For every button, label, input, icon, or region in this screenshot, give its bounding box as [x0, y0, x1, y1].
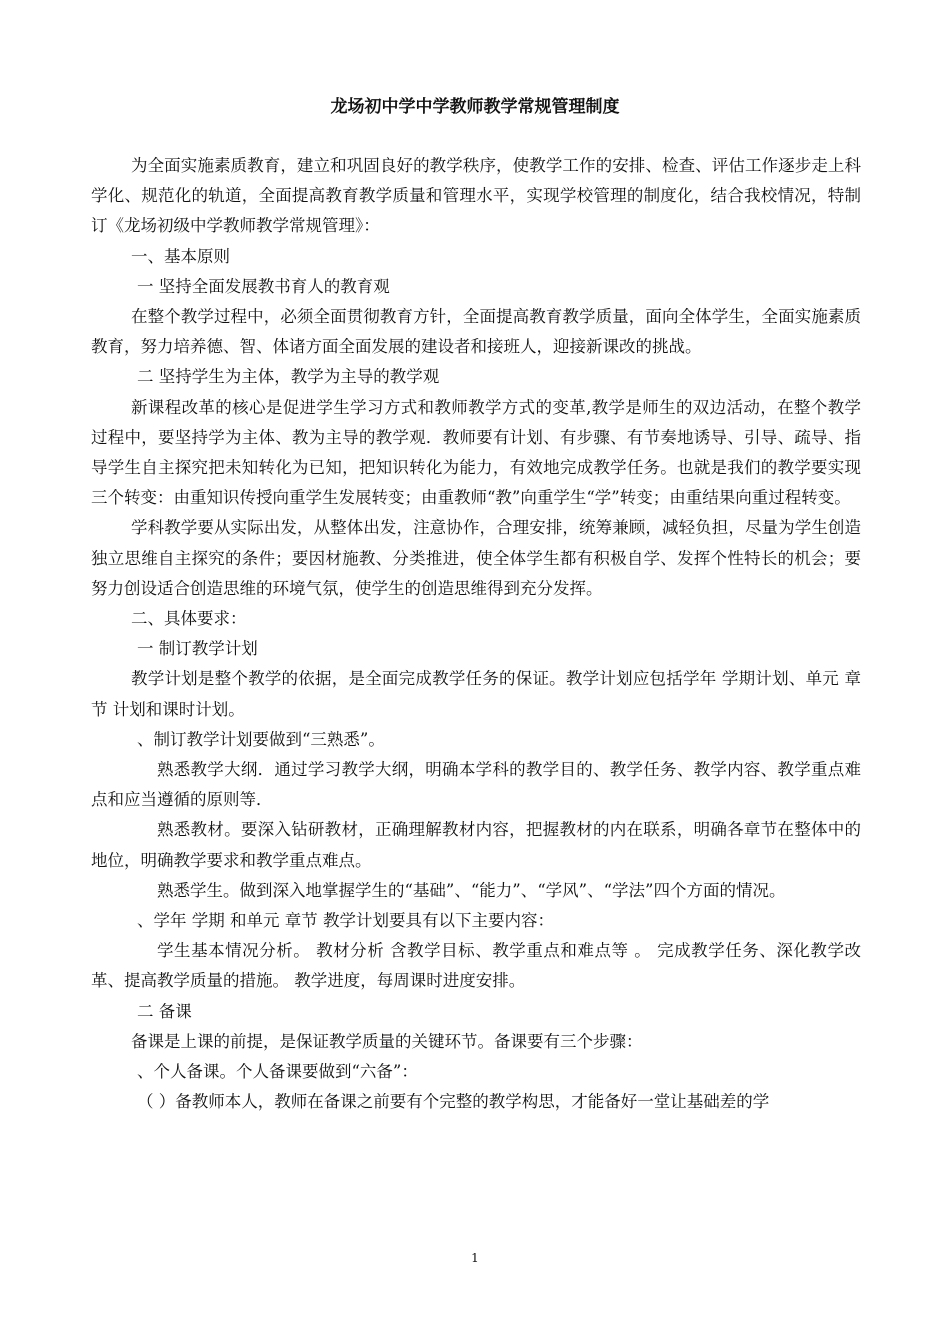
paragraph: 学科教学要从实际出发，从整体出发，注意协作，合理安排，统筹兼顾，减轻负担，尽量为学生创造独立思维自主探究的条件；要因材施教、分类推进，使全体学生都有积极自学、发挥个性特长的机会；要努力创设适合创造思维的环境气氛，使学生的创造思维得到充分发挥。	[91, 518, 861, 598]
document-title: 龙场初中学中学教师教学常规管理制度	[330, 97, 620, 117]
list-item: 、个人备课。个人备课要做到“六备”：	[137, 1062, 418, 1082]
section-heading-principles: 一、基本原则	[131, 246, 230, 266]
list-item: 、学年 学期 和单元 章节 教学计划要具有以下主要内容：	[137, 911, 554, 931]
paragraph: 在整个教学过程中，必须全面贯彻教育方针，全面提高教育教学质量，面向全体学生，全面实施素质教育，努力培养德、智、体诸方面全面发展的建设者和接班人，迎接新课改的挑战。	[91, 307, 861, 357]
subheading-lesson-prep: 二 备课	[137, 1001, 192, 1021]
list-item: 熟悉教学大纲．通过学习教学大纲，明确本学科的教学目的、教学任务、教学内容、教学重点难点和应当遵循的原则等．	[91, 760, 861, 810]
paragraph: 新课程改革的核心是促进学生学习方式和教师教学方式的变革,教学是师生的双边活动，在整个教学过程中，要坚持学为主体、教为主导的教学观．教师要有计划、有步骤、有节奏地诱导、引导、疏导、指导学生自主探究把未知转化为已知，把知识转化为能力，有效地完成教学任务。也就是我们的教学要实现三个转变：由重知识传授向重学生发展转变；由重教师“教”向重学生“学”转变；由重结果向重过程转变。	[91, 397, 861, 508]
subheading-holistic-education: 一 坚持全面发展教书育人的教育观	[137, 276, 390, 296]
list-item: （ ）备教师本人，教师在备课之前要有个完整的教学构思，才能备好一堂让基础差的学	[137, 1092, 770, 1112]
paragraph: 教学计划是整个教学的依据，是全面完成教学任务的保证。教学计划应包括学年 学期计划、单元 章节 计划和课时计划。	[91, 669, 861, 719]
list-item: 学生基本情况分析。 教材分析 含教学目标、教学重点和难点等 。 完成教学任务、深化教学改革、提高教学质量的措施。 教学进度，每周课时进度安排。	[91, 941, 861, 991]
subheading-teaching-plan: 一 制订教学计划	[137, 639, 258, 659]
page-number: 1	[471, 1251, 479, 1265]
paragraph: 备课是上课的前提，是保证教学质量的关键环节。备课要有三个步骤：	[131, 1031, 643, 1051]
list-item: 熟悉学生。做到深入地掌握学生的“基础”、“能力”、“学风”、“学法”四个方面的情况。	[157, 880, 786, 900]
subheading-student-centered: 二 坚持学生为主体，教学为主导的教学观	[137, 367, 440, 387]
intro-paragraph: 为全面实施素质教育，建立和巩固良好的教学秩序，使教学工作的安排、检查、评估工作逐步走上科学化、规范化的轨道，全面提高教育教学质量和管理水平，实现学校管理的制度化，结合我校情况，特制订《龙场初级中学教师教学常规管理》：	[91, 156, 861, 236]
list-item: 熟悉教材。要深入钻研教材，正确理解教材内容，把握教材的内在联系，明确各章节在整体中的地位，明确教学要求和教学重点难点。	[91, 820, 861, 870]
section-heading-requirements: 二、具体要求：	[131, 609, 247, 629]
list-item: 、制订教学计划要做到“三熟悉”。	[137, 729, 385, 749]
document-body	[91, 151, 861, 1118]
